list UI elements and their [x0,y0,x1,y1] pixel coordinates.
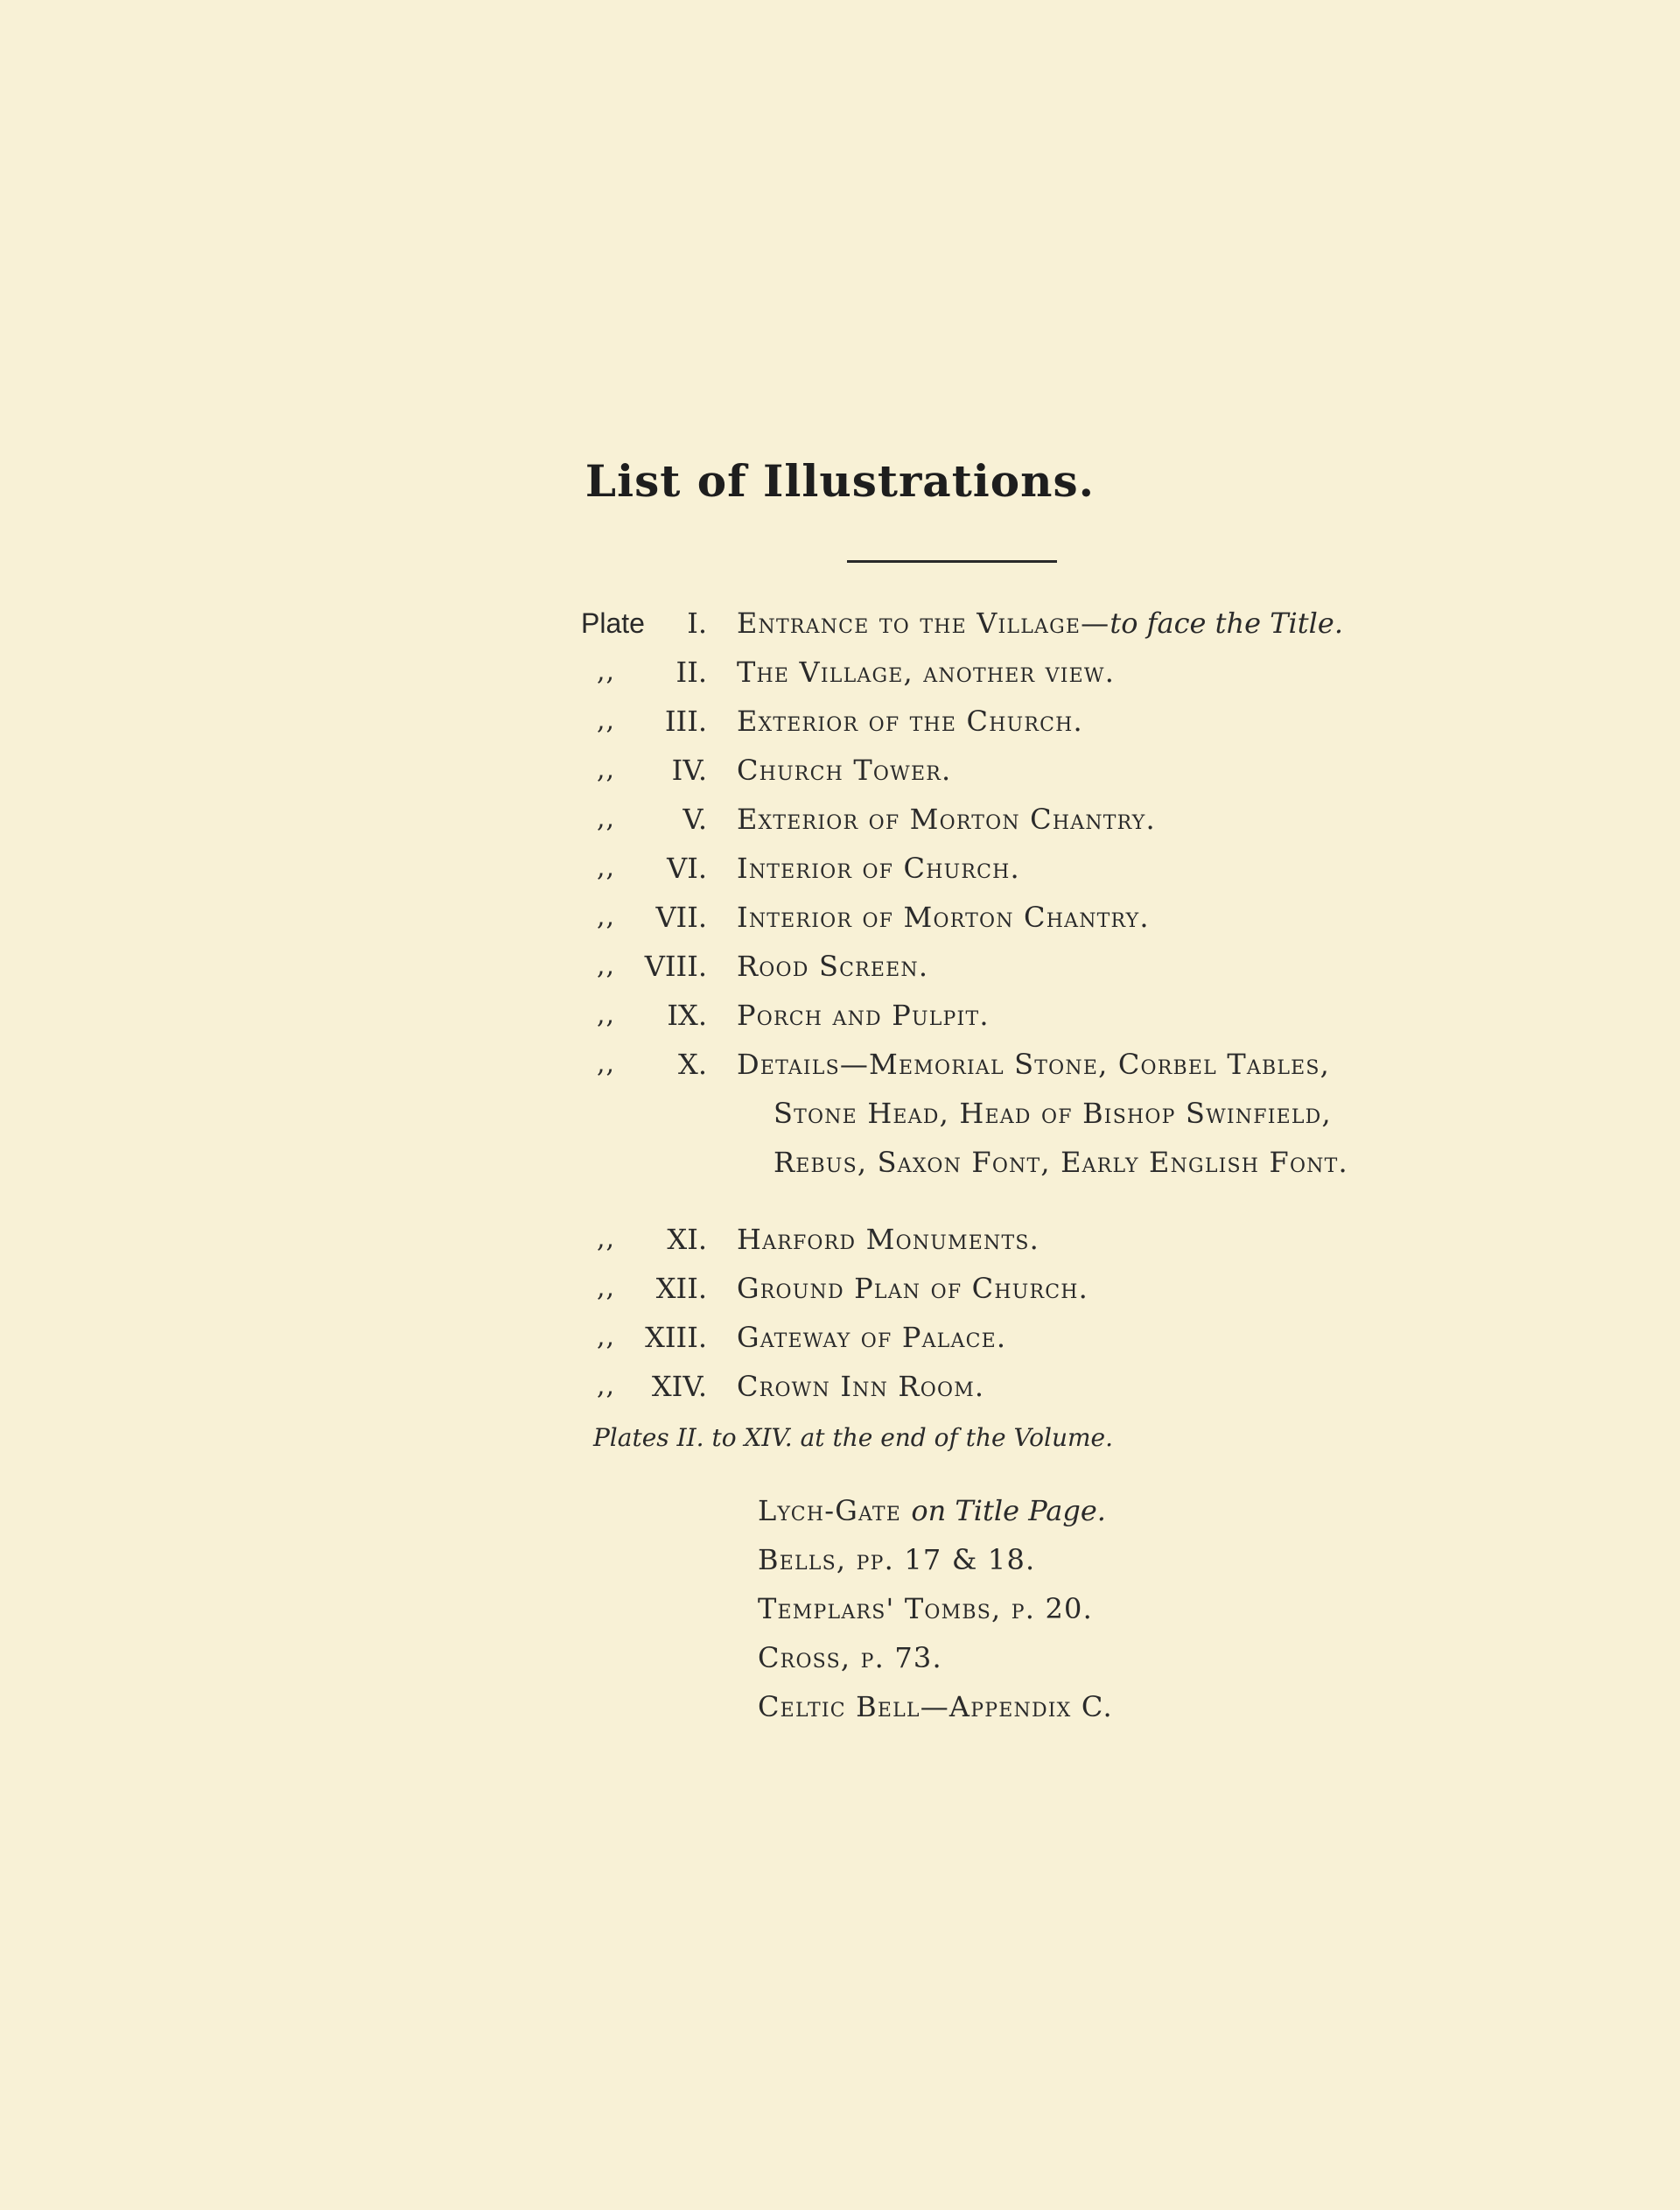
ditto-mark: ,, [597,1322,616,1352]
plate-entry-note: to face the Title. [1110,607,1343,640]
ditto-mark: ,, [597,902,616,932]
plate-entry-text: Interior of Morton Chantry. [737,901,1150,934]
plate-numeral: IV. [671,754,707,787]
plate-numeral: XIV. [651,1370,707,1403]
vignette-entry [758,1689,1113,1724]
plate-numeral: III. [664,705,707,738]
plate-numeral: II. [676,656,707,689]
plate-numeral: XII. [655,1272,707,1305]
plate-entry-text: Entrance to the Village— [737,607,1110,640]
plate-entry [737,802,1156,837]
ditto-mark: ,, [597,705,616,736]
page-title: List of Illustrations. [584,455,1096,507]
plate-numeral: VIII. [644,950,707,983]
plate-entry [737,900,1150,935]
vignette-text: Celtic Bell—Appendix C. [758,1690,1113,1723]
plate-entry [737,851,1020,886]
plate-entry-text: Rood Screen. [737,950,929,983]
plate-entry-text: Porch and Pulpit. [737,999,990,1032]
vignette-entry [758,1493,1106,1528]
plate-numeral: XIII. [645,1321,707,1354]
vignette-entry [758,1591,1093,1626]
plate-entry [737,1222,1040,1257]
ditto-mark: ,, [597,754,616,785]
ditto-mark: ,, [597,1049,616,1079]
plate-entry [737,1047,1330,1082]
vignette-text: Templars' Tombs, p. 20. [758,1592,1093,1625]
vignette-entry [758,1542,1035,1577]
plate-entry-continuation: Rebus, Saxon Font, Early English Font. [774,1146,1348,1179]
vignette-text: Lych-Gate [758,1494,912,1527]
plates-footnote: Plates II. to XIV. at the end of the Volume. [592,1423,1114,1452]
plate-entry-text: Exterior of the Church. [737,705,1083,738]
plate-entry [737,1271,1088,1306]
plate-entry-text: Church Tower. [737,754,952,787]
plate-entry-text: Gateway of Palace. [737,1321,1007,1354]
vignette-entry [758,1640,942,1675]
vignette-text: Cross, p. 73. [758,1641,942,1674]
plate-entry [737,606,1343,641]
plate-numeral: IX. [667,999,707,1032]
plate-numeral: X. [678,1048,707,1081]
plate-entry-text: Harford Monuments. [737,1223,1040,1256]
ditto-mark: ,, [597,951,616,981]
plate-entry-continuation: Stone Head, Head of Bishop Swinfield, [774,1097,1332,1130]
plate-numeral: XI. [667,1223,707,1256]
plate-entry [737,1369,984,1404]
ditto-mark: ,, [597,656,616,687]
ditto-mark: ,, [597,1273,616,1303]
plate-entry [737,998,990,1033]
plate-entry-text: Interior of Church. [737,852,1020,885]
plate-numeral: VII. [655,901,707,934]
vignette-note: on Title Page. [911,1494,1106,1527]
plate-entry [737,949,928,984]
ditto-mark: ,, [597,1371,616,1401]
ditto-mark: ,, [597,1224,616,1254]
plate-entry [737,753,951,788]
plate-entry-text: Ground Plan of Church. [737,1272,1089,1305]
plate-entry-text: Details—Memorial Stone, Corbel Tables, [737,1048,1331,1081]
plate-entry [737,704,1083,739]
ditto-mark: ,, [597,1000,616,1030]
plate-numeral: VI. [667,852,707,885]
plate-entry [737,655,1115,690]
plate-entry [737,1320,1006,1355]
ditto-mark: ,, [597,852,616,883]
plate-numeral: I. [687,607,707,640]
plate-entry-text: Exterior of Morton Chantry. [737,803,1156,836]
vignette-text: Bells, pp. 17 & 18. [758,1543,1036,1576]
plate-label: Plate [581,607,645,639]
plate-entry-text: The Village, another view. [737,656,1116,689]
plate-numeral: V. [682,803,707,836]
ditto-mark: ,, [597,803,616,834]
plate-entry-text: Crown Inn Room. [737,1370,985,1403]
